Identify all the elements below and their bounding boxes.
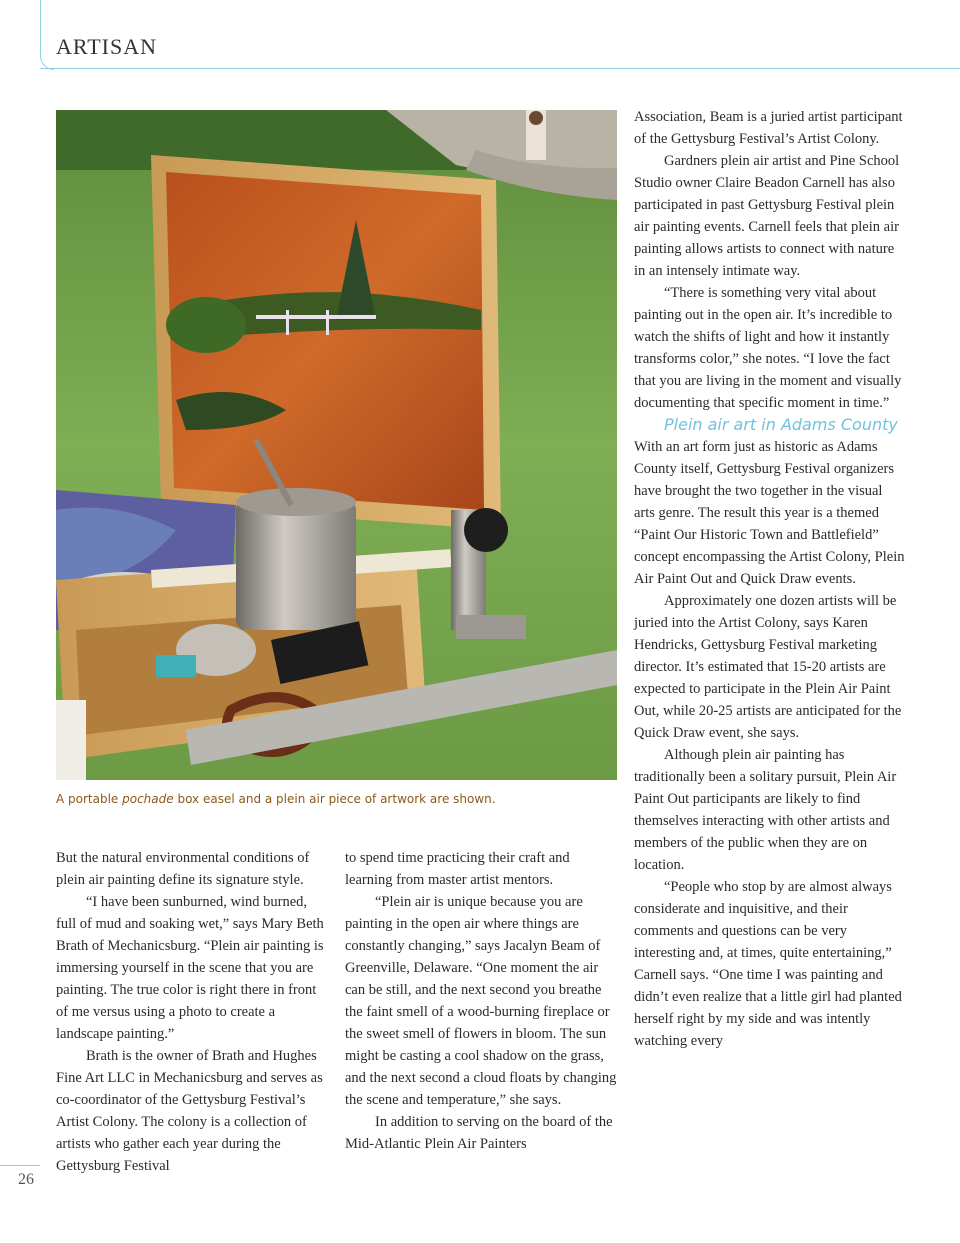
paragraph: But the natural environmental conditions of plein air painting define its signature style. — [56, 850, 310, 888]
paragraph: to spend time practicing their craft and learning from master artist mentors. — [345, 850, 570, 888]
paragraph: Approximately one dozen artists will be juried into the Artist Colony, says Karen Hendricks, Gettysburg Festival marketing director. It’s estimated that 15-20 artists are expected to participate in the Plein Air Paint Out, while 20-25 artists are anticipated for the Quick Draw event, she says. — [634, 593, 902, 741]
paragraph: Brath is the owner of Brath and Hughes Fine Art LLC in Mechanicsburg and serves as co-coordinator of the Gettysburg Festival’s Artist Colony. The colony is a collection of artists who gather each year during the Gettysburg Festival — [56, 1048, 323, 1174]
page-number: 26 — [18, 1171, 34, 1188]
article-column-3 — [634, 106, 906, 1052]
photo-caption — [56, 792, 656, 806]
caption-text-before: A portable — [56, 792, 123, 806]
paragraph: “People who stop by are almost always considerate and inquisitive, and their comments and questions can be very interesting and, at times, quite entertaining,” Carnell says. “One time I was painting and didn’t even realize that a little girl had planted herself right by my side and was intently watching every — [634, 879, 902, 1049]
header-rule — [40, 68, 960, 69]
caption-italic-term: pochade — [122, 792, 174, 806]
paragraph: In addition to serving on the board of the Mid-Atlantic Plein Air Painters — [345, 1114, 613, 1152]
paragraph: With an art form just as historic as Adams County itself, Gettysburg Festival organizers have brought the two together in the visual arts genre. The result this year is a themed “Paint Our Historic Town and Battlefield” concept encompassing the Artist Colony, Plein Air Paint Out and Quick Draw events. — [634, 439, 905, 587]
paragraph: “There is something very vital about painting out in the open air. It’s incredible to watch the shifts of light and how it instantly transforms color,” she notes. “I love the fact that you are living in the moment and visually documenting that specific moment in time.” — [634, 285, 902, 411]
paragraph: Although plein air painting has traditionally been a solitary pursuit, Plein Air Paint Out participants are likely to find themselves interacting with other artists and members of the public when they are on location. — [634, 747, 897, 873]
paragraph: Association, Beam is a juried artist participant of the Gettysburg Festival’s Artist Colony. — [634, 109, 903, 147]
paragraph: “Plein air is unique because you are painting in the open air where things are constantly changing,” says Jacalyn Beam of Greenville, Delaware. “One moment the air can be still, and the next second you breathe the faint smell of a wood-burning fireplace or the sweet smell of flowers in bloom. The sun might be casting a cool shadow on the grass, and the next second a cloud floats by changing the scene and temperature,” she says. — [345, 894, 617, 1108]
article-column-2 — [345, 847, 617, 1155]
caption-text-after: box easel and a plein air piece of artwork are shown. — [173, 792, 496, 806]
section-title: ARTISAN — [56, 34, 158, 59]
section-subheading: Plein air art in Adams County — [664, 415, 898, 434]
footer-rule — [0, 1165, 40, 1166]
paragraph: “I have been sunburned, wind burned, full of mud and soaking wet,” says Mary Beth Brath of Mechanicsburg. “Plein air painting is immersing yourself in the scene that you are painting. The true color is right there in front of me versus using a photo to create a landscape painting.” — [56, 894, 324, 1042]
easel-photo — [56, 110, 617, 780]
paragraph: Gardners plein air artist and Pine School Studio owner Claire Beadon Carnell has also participated in past Gettysburg Festival plein air painting events. Carnell feels that plein air painting allows artists to connect with nature in an intensely intimate way. — [634, 153, 900, 279]
header-ornament — [40, 0, 54, 70]
article-column-1 — [56, 847, 328, 1177]
